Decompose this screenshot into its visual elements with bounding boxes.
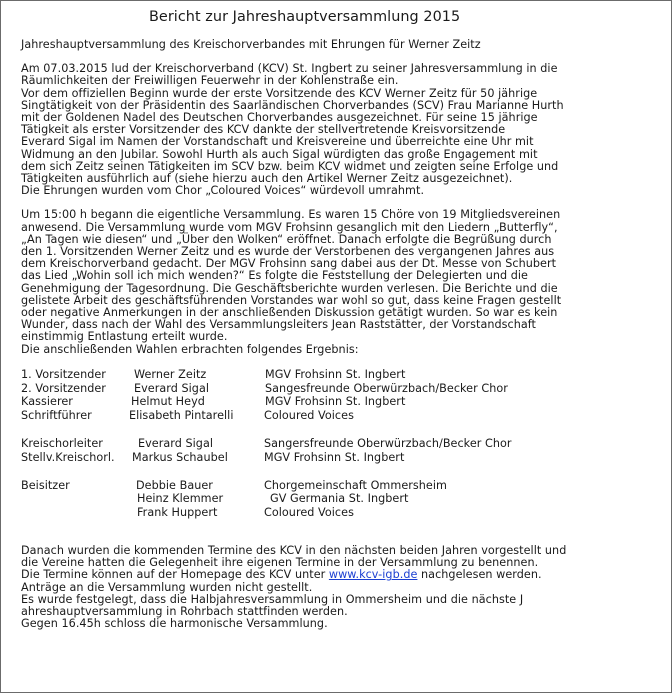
- result-club: GV Germania St. Ingbert: [270, 492, 409, 506]
- result-role: 1. Vorsitzender: [21, 367, 106, 381]
- text-line: Um 15:00 h begann die eigentliche Versammlung. Es waren 15 Chöre von 19 Mitgliedsvereinen: [21, 208, 561, 222]
- result-row: [21, 368, 661, 382]
- text-line: Everard Sigal im Namen der Vorstandschaft und Kreisvereine und überreichte eine Uhr mit: [21, 135, 534, 149]
- text-line: die Vereine hatten die Gelegenheit ihre eigenen Termine in der Versammlung zu benennen.: [21, 556, 539, 570]
- report-subtitle: Jahreshauptversammlung des Kreischorverbandes mit Ehrungen für Werner Zeitz: [21, 38, 481, 51]
- election-results: [21, 368, 661, 520]
- text-line: Die Ehrungen wurden vom Chor „Coloured Voices“ würdevoll umrahmt.: [21, 184, 425, 198]
- result-club: Sangersfreunde Oberwürzbach/Becker Chor: [264, 437, 512, 451]
- homepage-link[interactable]: www.kcv-igb.de: [328, 568, 418, 582]
- text-line: Es wurde festgelegt, dass die Halbjahresversammlung in Ommersheim und die nächste J: [21, 592, 524, 606]
- text-line: mit der Goldenen Nadel des Deutschen Chorverbandes ausgezeichnet. Für seine 15 jährige: [21, 111, 538, 125]
- text-line: gelistete Arbeit des geschäftsführenden Vorstandes war wohl so gut, dass keine Fragen gestellt: [21, 293, 562, 307]
- result-name: Heinz Klemmer: [137, 492, 224, 506]
- paragraph-closing: [21, 545, 661, 630]
- text-line: einstimmig Entlastung erteilt wurde.: [21, 330, 228, 344]
- spacer: [21, 465, 661, 479]
- text-line: Anträge an die Versammlung wurden nicht gestellt.: [21, 580, 313, 594]
- result-name: Elisabeth Pintarelli: [129, 409, 234, 423]
- result-row: [21, 479, 661, 493]
- text-line: Danach wurden die kommenden Termine des KCV in den nächsten beiden Jahren vorgestellt und: [21, 544, 567, 558]
- text-line: dem Kreischorverband gedacht. Der MGV Frohsinn sang dabei aus der Dt. Messe von Schubert: [21, 257, 557, 271]
- text-line: das Lied „Wohin soll ich mich wenden?“ Es folgte die Feststellung der Delegierten und die: [21, 269, 528, 283]
- text-line: dem sich Zeitz seinen Tätigkeiten im SCV bzw. beim KCV widmet und zeigten seine Erfolge und: [21, 159, 559, 173]
- result-name: Werner Zeitz: [134, 367, 207, 381]
- result-row: [21, 451, 661, 465]
- result-role: Schriftführer: [21, 409, 92, 423]
- result-club: MGV Frohsinn St. Ingbert: [265, 395, 406, 409]
- result-club: MGV Frohsinn St. Ingbert: [264, 450, 405, 464]
- text-line: anwesend. Die Versammlung wurde vom MGV Frohsinn gesanglich mit den Liedern „Butterfly“,: [21, 220, 558, 234]
- result-row: [21, 506, 661, 520]
- text-line: Tätigkeiten ausführlich auf (siehe hierzu auch den Artikel Werner Zeitz ausgezeichnet).: [21, 172, 513, 186]
- text-line: oder negative Anmerkungen in der anschließenden Diskussion getätigt wurden. So war es kein: [21, 306, 558, 320]
- text-line: Singtätigkeit von der Präsidentin des Saarländischen Chorverbandes (SCV) Frau Marianne Hurth: [21, 98, 564, 112]
- spacer: [21, 520, 661, 545]
- result-row: [21, 409, 661, 423]
- page-title: Bericht zur Jahreshauptversammlung 2015: [149, 9, 461, 25]
- result-role: Stellv.Kreischorl.: [21, 450, 115, 464]
- text-line: Wunder, dass nach der Wahl des Versammlungsleiters Jean Raststätter, der Vorstandschaft: [21, 318, 536, 332]
- result-name: Markus Schaubel: [132, 450, 228, 464]
- result-role: Kassierer: [21, 395, 73, 409]
- result-row: [21, 395, 661, 409]
- text-segment: Die Termine können auf der Homepage des KCV unter: [21, 568, 329, 582]
- text-line: Widmung an den Jubilar. Sowohl Hurth als auch Sigal würdigten das große Engagement mit: [21, 147, 538, 161]
- result-role: Kreischorleiter: [21, 437, 103, 451]
- result-club: MGV Frohsinn St. Ingbert: [265, 367, 406, 381]
- text-line: Vor dem offiziellen Beginn wurde der erste Vorsitzende des KCV Werner Zeitz für 50 jährige: [21, 86, 538, 100]
- result-name: Debbie Bauer: [136, 478, 213, 492]
- result-role: 2. Vorsitzender: [21, 381, 106, 395]
- result-club: Sangesfreunde Oberwürzbach/Becker Chor: [265, 381, 508, 395]
- text-line: den 1. Vorsitzenden Werner Zeitz und es wurde der Verstorbenen des vergangenen Jahres aus: [21, 245, 555, 259]
- spacer: [21, 423, 661, 437]
- result-name: Frank Huppert: [137, 506, 218, 520]
- text-line-with-link: [21, 569, 661, 581]
- paragraph-honors: [21, 63, 661, 197]
- report-document: [21, 7, 661, 642]
- text-line: Genehmigung der Tagesordnung. Die Geschäftsberichte wurden verlesen. Die Berichte und die: [21, 281, 558, 295]
- text-line: Gegen 16.45h schloss die harmonische Versammlung.: [21, 617, 328, 631]
- result-row: [21, 492, 661, 506]
- text-line: „An Tagen wie diesen“ und „Über den Wolken“ eröffnet. Danach erfolgte die Begrüßung durch: [21, 232, 552, 246]
- text-line: ahreshauptversammlung in Rohrbach stattfinden werden.: [21, 605, 348, 619]
- result-row: [21, 437, 661, 451]
- result-row: [21, 382, 661, 396]
- result-name: Helmut Heyd: [131, 395, 205, 409]
- text-line: Am 07.03.2015 lud der Kreischorverband (KCV) St. Ingbert zu seiner Jahresversammlung in die: [21, 62, 558, 76]
- text-line: Tätigkeit als erster Vorsitzender des KCV dankte der stellvertretende Kreisvorsitzende: [21, 123, 506, 137]
- text-segment: nachgelesen werden.: [417, 568, 542, 582]
- result-name: Everard Sigal: [134, 381, 210, 395]
- text-line: Räumlichkeiten der Freiwilligen Feuerwehr in der Kohlenstraße ein.: [21, 74, 399, 88]
- result-club: Coloured Voices: [264, 409, 354, 423]
- result-name: Everard Sigal: [138, 437, 214, 451]
- result-club: Chorgemeinschaft Ommersheim: [264, 478, 447, 492]
- text-line: Die anschließenden Wahlen erbrachten folgendes Ergebnis:: [21, 342, 359, 356]
- result-role: Beisitzer: [21, 478, 70, 492]
- result-club: Coloured Voices: [264, 506, 354, 520]
- paragraph-assembly: [21, 209, 661, 355]
